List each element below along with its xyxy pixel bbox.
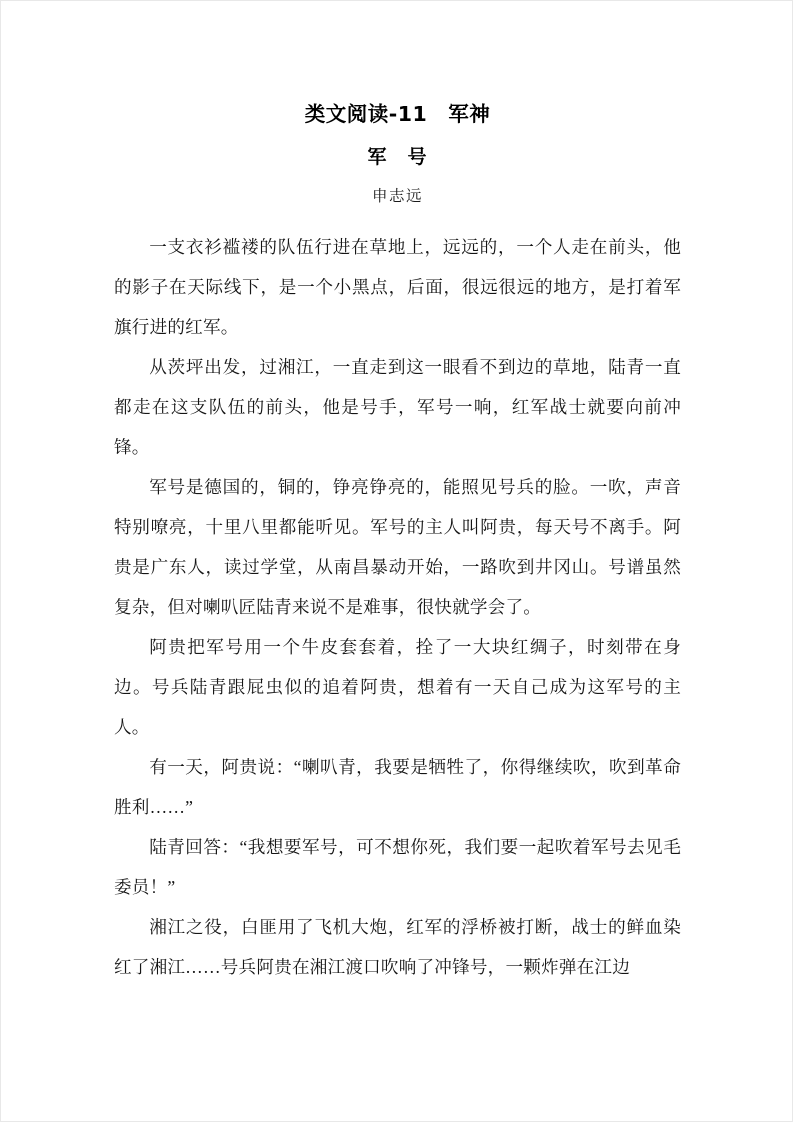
paragraph: 有一天，阿贵说：“喇叭青，我要是牺牲了，你得继续吹，吹到革命胜利……” bbox=[114, 757, 681, 817]
article-body bbox=[114, 227, 681, 987]
article-subtitle: 军 号 bbox=[367, 146, 428, 168]
paragraph: 军号是德国的，铜的，铮亮铮亮的，能照见号兵的脸。一吹，声音特别嘹亮，十里八里都能听见。军号的主人叫阿贵，每天号不离手。阿贵是广东人，读过学堂，从南昌暴动开始，一路吹到井冈山。号谱虽然复杂，但对喇叭匠陆青来说不是难事，很快就学会了。 bbox=[114, 477, 681, 617]
article-author: 申志远 bbox=[371, 188, 423, 205]
paragraph: 湘江之役，白匪用了飞机大炮，红军的浮桥被打断，战士的鲜血染红了湘江……号兵阿贵在湘江渡口吹响了冲锋号，一颗炸弹在江边 bbox=[114, 917, 681, 977]
paragraph: 从茨坪出发，过湘江，一直走到这一眼看不到边的草地，陆青一直都走在这支队伍的前头，他是号手，军号一响，红军战士就要向前冲锋。 bbox=[114, 357, 681, 457]
paragraph: 陆青回答：“我想要军号，可不想你死，我们要一起吹着军号去见毛委员！” bbox=[114, 837, 681, 897]
page-title: 类文阅读-11 军神 bbox=[304, 102, 491, 126]
paragraph: 阿贵把军号用一个牛皮套套着，拴了一大块红绸子，时刻带在身边。号兵陆青跟屁虫似的追着阿贵，想着有一天自己成为这军号的主人。 bbox=[114, 637, 681, 737]
page-content-area bbox=[114, 1, 681, 987]
paragraph: 一支衣衫褴褛的队伍行进在草地上，远远的，一个人走在前头，他的影子在天际线下，是一个小黑点，后面，很远很远的地方，是打着军旗行进的红军。 bbox=[114, 237, 681, 337]
